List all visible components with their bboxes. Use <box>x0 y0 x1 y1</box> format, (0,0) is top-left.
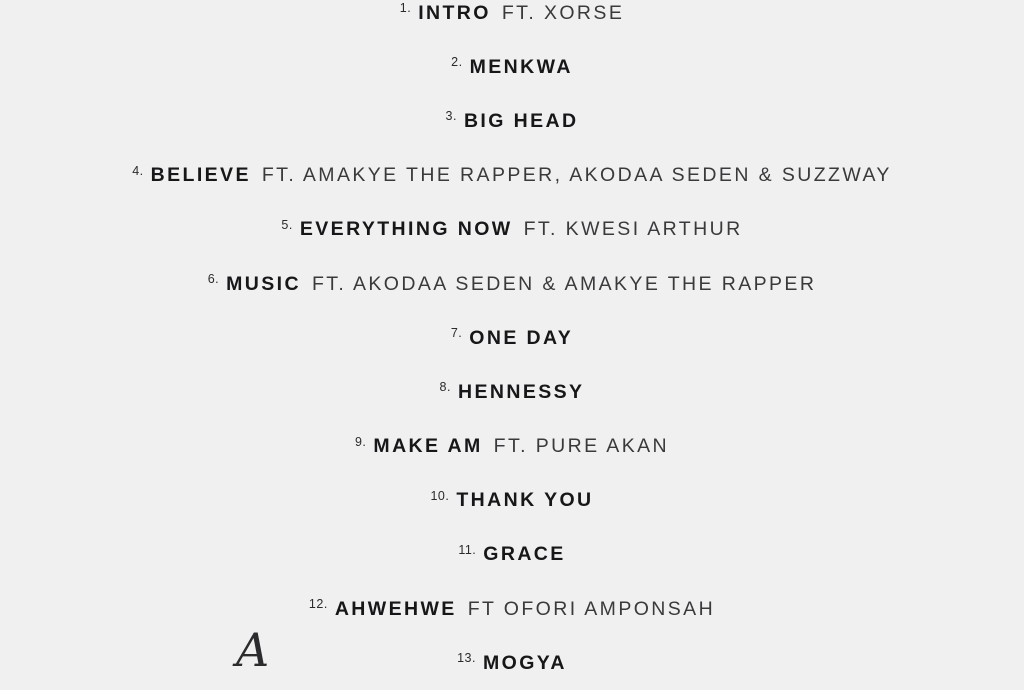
track-number: 13. <box>457 651 476 666</box>
track-row <box>281 203 742 257</box>
track-number: 8. <box>439 380 451 395</box>
track-title: EVERYTHING NOW <box>299 218 513 241</box>
track-number: 7. <box>450 326 463 341</box>
track-title: MUSIC <box>226 272 301 295</box>
track-number: 1. <box>399 1 412 16</box>
track-number: 11. <box>458 542 477 557</box>
track-number: 2. <box>451 55 463 70</box>
track-row <box>208 257 817 311</box>
track-featuring: FT OFORI AMPONSAH <box>467 597 716 620</box>
track-row <box>440 365 585 419</box>
track-number: 6. <box>207 272 220 287</box>
track-title: MENKWA <box>469 55 573 78</box>
track-title: BELIEVE <box>150 164 251 187</box>
track-featuring: FT. AKODAA SEDEN & AMAKYE THE RAPPER <box>311 272 817 295</box>
track-title: MAKE AM <box>373 435 483 458</box>
track-title: ONE DAY <box>469 326 574 349</box>
artwork-corner-mark: A <box>236 623 270 677</box>
track-row <box>457 636 567 690</box>
track-number: 9. <box>354 434 367 449</box>
track-title: HENNESSY <box>457 380 585 403</box>
track-featuring: FT. PURE AKAN <box>493 435 669 458</box>
track-featuring: FT. XORSE <box>501 1 625 24</box>
track-number: 10. <box>430 488 450 503</box>
track-row <box>132 149 892 203</box>
track-row <box>430 474 593 528</box>
track-title: MOGYA <box>483 651 567 674</box>
track-row <box>309 582 715 636</box>
track-number: 4. <box>132 163 144 178</box>
track-featuring: FT. AMAKYE THE RAPPER, AKODAA SEDEN & SUZZWAY <box>261 164 892 187</box>
track-row <box>458 528 565 582</box>
track-row <box>355 420 669 474</box>
track-title: INTRO <box>418 1 491 24</box>
track-number: 3. <box>445 109 457 124</box>
track-number: 5. <box>281 217 293 232</box>
track-row <box>451 40 573 94</box>
track-row <box>400 0 624 40</box>
track-title: BIG HEAD <box>463 109 579 132</box>
track-featuring: FT. KWESI ARTHUR <box>523 218 743 241</box>
track-title: THANK YOU <box>456 489 594 512</box>
track-number: 12. <box>308 597 328 612</box>
track-row <box>451 311 573 365</box>
track-title: GRACE <box>483 543 566 566</box>
track-row <box>446 94 579 148</box>
track-title: AHWEHWE <box>334 597 457 620</box>
